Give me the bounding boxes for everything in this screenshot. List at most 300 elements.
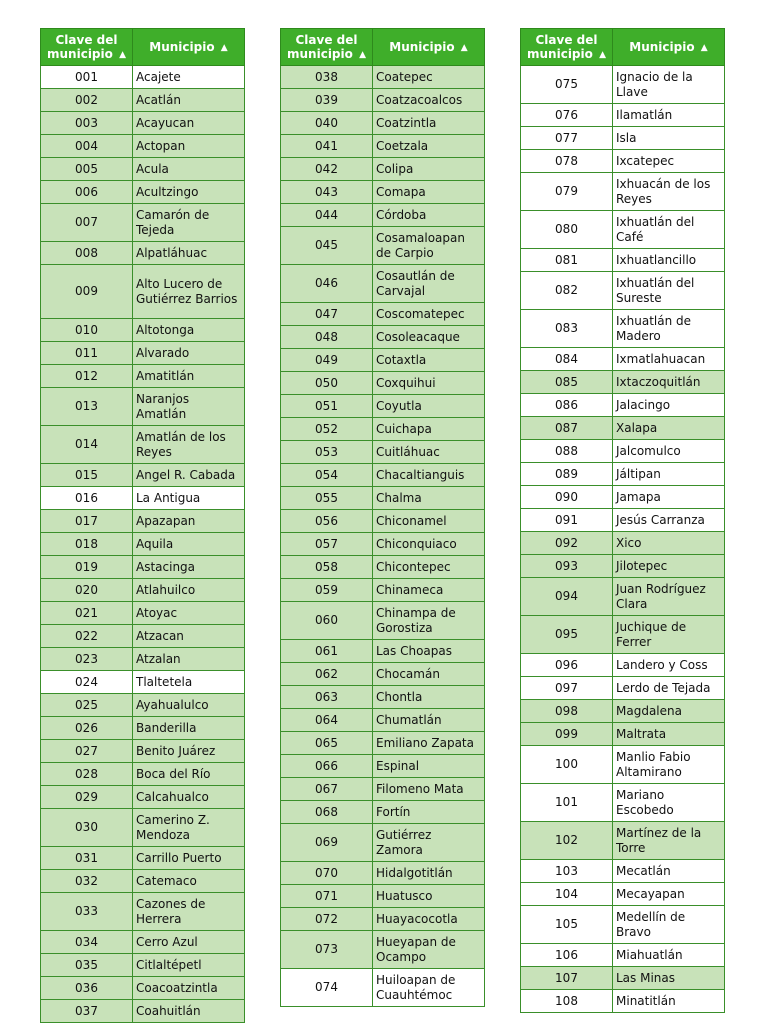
table-row [281, 663, 485, 686]
table-row [41, 158, 245, 181]
municipio-cell: Cuichapa [373, 418, 485, 441]
municipio-cell: Amatitlán [133, 365, 245, 388]
clave-cell: 084 [521, 348, 613, 371]
municipio-cell: Isla [613, 127, 725, 150]
table-header-row [281, 29, 485, 66]
municipio-cell: Chalma [373, 487, 485, 510]
municipio-cell: Acatlán [133, 89, 245, 112]
municipio-column-header[interactable]: Municipio ▲︎ [133, 29, 245, 66]
municipio-cell: Naranjos Amatlán [133, 388, 245, 426]
clave-cell: 034 [41, 931, 133, 954]
table-row [41, 786, 245, 809]
table-row [41, 365, 245, 388]
municipio-cell: Acultzingo [133, 181, 245, 204]
municipio-cell: Atzalan [133, 648, 245, 671]
municipio-cell: Cosautlán de Carvajal [373, 265, 485, 303]
clave-cell: 048 [281, 326, 373, 349]
clave-cell: 016 [41, 487, 133, 510]
municipio-cell: Coxquihui [373, 372, 485, 395]
municipio-cell: Citlaltépetl [133, 954, 245, 977]
clave-cell: 088 [521, 440, 613, 463]
table-row [281, 265, 485, 303]
table-row [281, 204, 485, 227]
table-row [521, 249, 725, 272]
municipio-cell: Juan Rodríguez Clara [613, 578, 725, 616]
clave-cell: 078 [521, 150, 613, 173]
clave-cell: 031 [41, 847, 133, 870]
municipio-cell: Chinampa de Gorostiza [373, 602, 485, 640]
clave-cell: 087 [521, 417, 613, 440]
sort-icon[interactable]: ▲︎ [220, 42, 228, 53]
table-row [41, 112, 245, 135]
clave-cell: 019 [41, 556, 133, 579]
municipio-column-header[interactable]: Municipio ▲︎ [373, 29, 485, 66]
clave-cell: 027 [41, 740, 133, 763]
municipio-cell: Ixhuatlán del Café [613, 211, 725, 249]
municipio-cell: Cerro Azul [133, 931, 245, 954]
clave-cell: 007 [41, 204, 133, 242]
clave-cell: 006 [41, 181, 133, 204]
table-row [41, 763, 245, 786]
clave-cell: 032 [41, 870, 133, 893]
clave-cell: 010 [41, 319, 133, 342]
table-row [281, 908, 485, 931]
municipio-cell: Huiloapan de Cuauhtémoc [373, 969, 485, 1007]
clave-cell: 026 [41, 717, 133, 740]
clave-cell: 091 [521, 509, 613, 532]
municipios-table-3 [520, 28, 725, 1013]
clave-cell: 070 [281, 862, 373, 885]
table-row [281, 931, 485, 969]
municipio-cell: Ixhuatlancillo [613, 249, 725, 272]
municipio-cell: Maltrata [613, 723, 725, 746]
clave-cell: 021 [41, 602, 133, 625]
municipio-cell: Aquila [133, 533, 245, 556]
municipio-cell: Benito Juárez [133, 740, 245, 763]
municipio-column-header[interactable]: Municipio ▲︎ [613, 29, 725, 66]
table-row [41, 464, 245, 487]
table-row [41, 809, 245, 847]
sort-icon[interactable]: ▲︎ [359, 49, 366, 60]
municipio-cell: Altotonga [133, 319, 245, 342]
clave-cell: 079 [521, 173, 613, 211]
table-row [41, 870, 245, 893]
table-row [281, 801, 485, 824]
table-row [281, 303, 485, 326]
clave-cell: 050 [281, 372, 373, 395]
clave-cell: 099 [521, 723, 613, 746]
table-row [281, 862, 485, 885]
clave-cell: 102 [521, 822, 613, 860]
municipio-cell: Miahuatlán [613, 944, 725, 967]
table-row [521, 211, 725, 249]
municipio-cell: Fortín [373, 801, 485, 824]
table-row [281, 135, 485, 158]
table-row [41, 671, 245, 694]
municipio-cell: Ixmatlahuacan [613, 348, 725, 371]
table-row [521, 906, 725, 944]
table-row [281, 579, 485, 602]
municipio-cell: Ixtaczoquitlán [613, 371, 725, 394]
clave-cell: 023 [41, 648, 133, 671]
table-row [521, 150, 725, 173]
table-row [41, 66, 245, 89]
clave-cell: 066 [281, 755, 373, 778]
clave-cell: 014 [41, 426, 133, 464]
table-row [41, 847, 245, 870]
table-row [41, 625, 245, 648]
table-row [521, 104, 725, 127]
municipio-cell: Atzacan [133, 625, 245, 648]
municipio-cell: Actopan [133, 135, 245, 158]
table-row [281, 969, 485, 1007]
table-row [281, 510, 485, 533]
table-row [41, 556, 245, 579]
clave-cell: 059 [281, 579, 373, 602]
municipio-cell: Mecatlán [613, 860, 725, 883]
table-row [521, 723, 725, 746]
table-row [521, 883, 725, 906]
clave-cell: 107 [521, 967, 613, 990]
municipio-cell: Medellín de Bravo [613, 906, 725, 944]
clave-cell: 096 [521, 654, 613, 677]
table-header-row [41, 29, 245, 66]
clave-cell: 005 [41, 158, 133, 181]
municipio-cell: Jalacingo [613, 394, 725, 417]
clave-cell: 092 [521, 532, 613, 555]
table-row [281, 732, 485, 755]
municipio-cell: Jalcomulco [613, 440, 725, 463]
clave-cell: 036 [41, 977, 133, 1000]
clave-cell: 030 [41, 809, 133, 847]
clave-cell: 074 [281, 969, 373, 1007]
clave-cell: 043 [281, 181, 373, 204]
municipio-cell: Huatusco [373, 885, 485, 908]
municipio-cell: Coatzacoalcos [373, 89, 485, 112]
clave-cell: 037 [41, 1000, 133, 1023]
municipio-cell: Ignacio de la Llave [613, 66, 725, 104]
municipio-cell: Magdalena [613, 700, 725, 723]
clave-cell: 012 [41, 365, 133, 388]
table-row [281, 755, 485, 778]
municipio-cell: Alto Lucero de Gutiérrez Barrios [133, 265, 245, 319]
municipio-cell: Coetzala [373, 135, 485, 158]
municipios-table-2 [280, 28, 485, 1007]
table-row [521, 348, 725, 371]
clave-column-header[interactable]: Clave del municipio ▲︎ [281, 29, 373, 66]
clave-cell: 009 [41, 265, 133, 319]
table-row [281, 112, 485, 135]
clave-cell: 045 [281, 227, 373, 265]
sort-icon[interactable]: ▲︎ [599, 49, 606, 60]
table-row [41, 388, 245, 426]
table-row [281, 885, 485, 908]
table-row [41, 717, 245, 740]
clave-cell: 086 [521, 394, 613, 417]
table-row [521, 417, 725, 440]
clave-cell: 033 [41, 893, 133, 931]
table-row [281, 709, 485, 732]
clave-cell: 004 [41, 135, 133, 158]
table-row [521, 746, 725, 784]
clave-cell: 076 [521, 104, 613, 127]
municipio-cell: Cuitláhuac [373, 441, 485, 464]
clave-cell: 060 [281, 602, 373, 640]
table-row [521, 272, 725, 310]
table-header-row [521, 29, 725, 66]
municipio-cell: Catemaco [133, 870, 245, 893]
clave-cell: 049 [281, 349, 373, 372]
table-row [521, 127, 725, 150]
clave-cell: 001 [41, 66, 133, 89]
table-row [521, 555, 725, 578]
clave-cell: 011 [41, 342, 133, 365]
table-row [521, 463, 725, 486]
clave-cell: 094 [521, 578, 613, 616]
municipio-cell: Xico [613, 532, 725, 555]
municipio-cell: Gutiérrez Zamora [373, 824, 485, 862]
municipios-table-1 [40, 28, 245, 1023]
table-row [41, 242, 245, 265]
table-row [281, 418, 485, 441]
municipio-cell: Boca del Río [133, 763, 245, 786]
municipio-cell: Atlahuilco [133, 579, 245, 602]
municipio-cell: Lerdo de Tejada [613, 677, 725, 700]
table-row [521, 616, 725, 654]
municipio-cell: Banderilla [133, 717, 245, 740]
table-row [521, 822, 725, 860]
municipio-cell: Jamapa [613, 486, 725, 509]
municipio-cell: Filomeno Mata [373, 778, 485, 801]
clave-cell: 090 [521, 486, 613, 509]
table-row [521, 860, 725, 883]
clave-cell: 008 [41, 242, 133, 265]
clave-cell: 025 [41, 694, 133, 717]
clave-cell: 042 [281, 158, 373, 181]
clave-cell: 038 [281, 66, 373, 89]
table-row [281, 227, 485, 265]
clave-column-header[interactable]: Clave del municipio ▲︎ [521, 29, 613, 66]
clave-cell: 100 [521, 746, 613, 784]
table-row [521, 654, 725, 677]
table-row [281, 441, 485, 464]
table-row [521, 173, 725, 211]
municipio-cell: Chocamán [373, 663, 485, 686]
municipio-cell: Atoyac [133, 602, 245, 625]
clave-cell: 053 [281, 441, 373, 464]
municipio-cell: Comapa [373, 181, 485, 204]
clave-cell: 054 [281, 464, 373, 487]
municipio-cell: Huayacocotla [373, 908, 485, 931]
table-row [41, 954, 245, 977]
municipio-cell: Hueyapan de Ocampo [373, 931, 485, 969]
table-row [281, 158, 485, 181]
clave-cell: 089 [521, 463, 613, 486]
clave-cell: 101 [521, 784, 613, 822]
clave-cell: 103 [521, 860, 613, 883]
municipio-cell: Emiliano Zapata [373, 732, 485, 755]
sort-icon[interactable]: ▲︎ [700, 42, 708, 53]
municipio-cell: Amatlán de los Reyes [133, 426, 245, 464]
clave-cell: 055 [281, 487, 373, 510]
table-row [281, 533, 485, 556]
clave-cell: 017 [41, 510, 133, 533]
clave-cell: 002 [41, 89, 133, 112]
sort-icon[interactable]: ▲︎ [119, 49, 126, 60]
municipio-cell: Ixhuatlán del Sureste [613, 272, 725, 310]
clave-cell: 071 [281, 885, 373, 908]
municipio-cell: Chiconamel [373, 510, 485, 533]
municipio-cell: Alpatláhuac [133, 242, 245, 265]
municipio-cell: Hidalgotitlán [373, 862, 485, 885]
clave-cell: 024 [41, 671, 133, 694]
municipio-cell: Camerino Z. Mendoza [133, 809, 245, 847]
clave-cell: 051 [281, 395, 373, 418]
table-row [521, 66, 725, 104]
municipio-cell: Córdoba [373, 204, 485, 227]
clave-cell: 072 [281, 908, 373, 931]
table-row [41, 740, 245, 763]
municipio-cell: Mecayapan [613, 883, 725, 906]
clave-cell: 075 [521, 66, 613, 104]
table-row [281, 326, 485, 349]
municipio-cell: Chacaltianguis [373, 464, 485, 487]
table-row [41, 319, 245, 342]
clave-cell: 080 [521, 211, 613, 249]
table-row [521, 440, 725, 463]
table-row [41, 342, 245, 365]
table-row [281, 395, 485, 418]
clave-cell: 052 [281, 418, 373, 441]
table-row [281, 487, 485, 510]
municipio-cell: Angel R. Cabada [133, 464, 245, 487]
municipio-cell: Colipa [373, 158, 485, 181]
municipio-cell: Ixhuacán de los Reyes [613, 173, 725, 211]
municipio-cell: Acayucan [133, 112, 245, 135]
municipio-cell: Cosoleacaque [373, 326, 485, 349]
table-row [41, 977, 245, 1000]
table-row [521, 784, 725, 822]
clave-cell: 058 [281, 556, 373, 579]
clave-cell: 065 [281, 732, 373, 755]
clave-cell: 018 [41, 533, 133, 556]
table-row [521, 990, 725, 1013]
table-row [521, 509, 725, 532]
table-row [41, 510, 245, 533]
table-row [41, 487, 245, 510]
municipio-cell: Mariano Escobedo [613, 784, 725, 822]
municipio-cell: Acula [133, 158, 245, 181]
municipio-cell: Las Minas [613, 967, 725, 990]
sort-icon[interactable]: ▲︎ [460, 42, 468, 53]
table-row [281, 686, 485, 709]
municipio-cell: Tlaltetela [133, 671, 245, 694]
table-row [281, 349, 485, 372]
municipio-cell: Apazapan [133, 510, 245, 533]
clave-cell: 105 [521, 906, 613, 944]
municipio-cell: Coscomatepec [373, 303, 485, 326]
clave-cell: 104 [521, 883, 613, 906]
clave-cell: 085 [521, 371, 613, 394]
table-row [41, 426, 245, 464]
municipio-cell: Coyutla [373, 395, 485, 418]
municipio-cell: Ixhuatlán de Madero [613, 310, 725, 348]
clave-cell: 046 [281, 265, 373, 303]
table-row [281, 778, 485, 801]
municipio-cell: Cotaxtla [373, 349, 485, 372]
municipio-cell: Carrillo Puerto [133, 847, 245, 870]
table-row [281, 66, 485, 89]
municipio-cell: Landero y Coss [613, 654, 725, 677]
clave-cell: 040 [281, 112, 373, 135]
table-row [281, 89, 485, 112]
clave-cell: 041 [281, 135, 373, 158]
clave-cell: 022 [41, 625, 133, 648]
table-row [41, 602, 245, 625]
clave-column-header[interactable]: Clave del municipio ▲︎ [41, 29, 133, 66]
municipio-cell: Acajete [133, 66, 245, 89]
table-row [41, 181, 245, 204]
municipio-cell: Chumatlán [373, 709, 485, 732]
clave-cell: 073 [281, 931, 373, 969]
clave-cell: 039 [281, 89, 373, 112]
table-row [41, 135, 245, 158]
table-row [281, 640, 485, 663]
table-row [521, 578, 725, 616]
table-row [521, 310, 725, 348]
clave-cell: 082 [521, 272, 613, 310]
municipio-cell: Las Choapas [373, 640, 485, 663]
clave-cell: 013 [41, 388, 133, 426]
clave-cell: 068 [281, 801, 373, 824]
table-row [41, 648, 245, 671]
municipio-cell: Chiconquiaco [373, 533, 485, 556]
table-row [281, 602, 485, 640]
municipio-cell: Alvarado [133, 342, 245, 365]
municipio-cell: Chinameca [373, 579, 485, 602]
municipio-cell: Chicontepec [373, 556, 485, 579]
clave-cell: 015 [41, 464, 133, 487]
municipio-cell: Camarón de Tejeda [133, 204, 245, 242]
table-row [41, 533, 245, 556]
municipio-cell: Minatitlán [613, 990, 725, 1013]
municipio-cell: Cosamaloapan de Carpio [373, 227, 485, 265]
clave-cell: 057 [281, 533, 373, 556]
table-row [41, 89, 245, 112]
clave-cell: 083 [521, 310, 613, 348]
clave-cell: 097 [521, 677, 613, 700]
table-row [281, 464, 485, 487]
clave-cell: 067 [281, 778, 373, 801]
clave-cell: 106 [521, 944, 613, 967]
clave-cell: 098 [521, 700, 613, 723]
clave-cell: 108 [521, 990, 613, 1013]
clave-cell: 069 [281, 824, 373, 862]
clave-cell: 093 [521, 555, 613, 578]
municipio-cell: Xalapa [613, 417, 725, 440]
table-row [281, 372, 485, 395]
clave-cell: 063 [281, 686, 373, 709]
municipio-cell: Juchique de Ferrer [613, 616, 725, 654]
clave-cell: 044 [281, 204, 373, 227]
clave-cell: 020 [41, 579, 133, 602]
table-row [281, 556, 485, 579]
table-row [41, 204, 245, 242]
table-row [281, 824, 485, 862]
municipio-cell: Calcahualco [133, 786, 245, 809]
municipio-cell: Martínez de la Torre [613, 822, 725, 860]
table-row [521, 700, 725, 723]
